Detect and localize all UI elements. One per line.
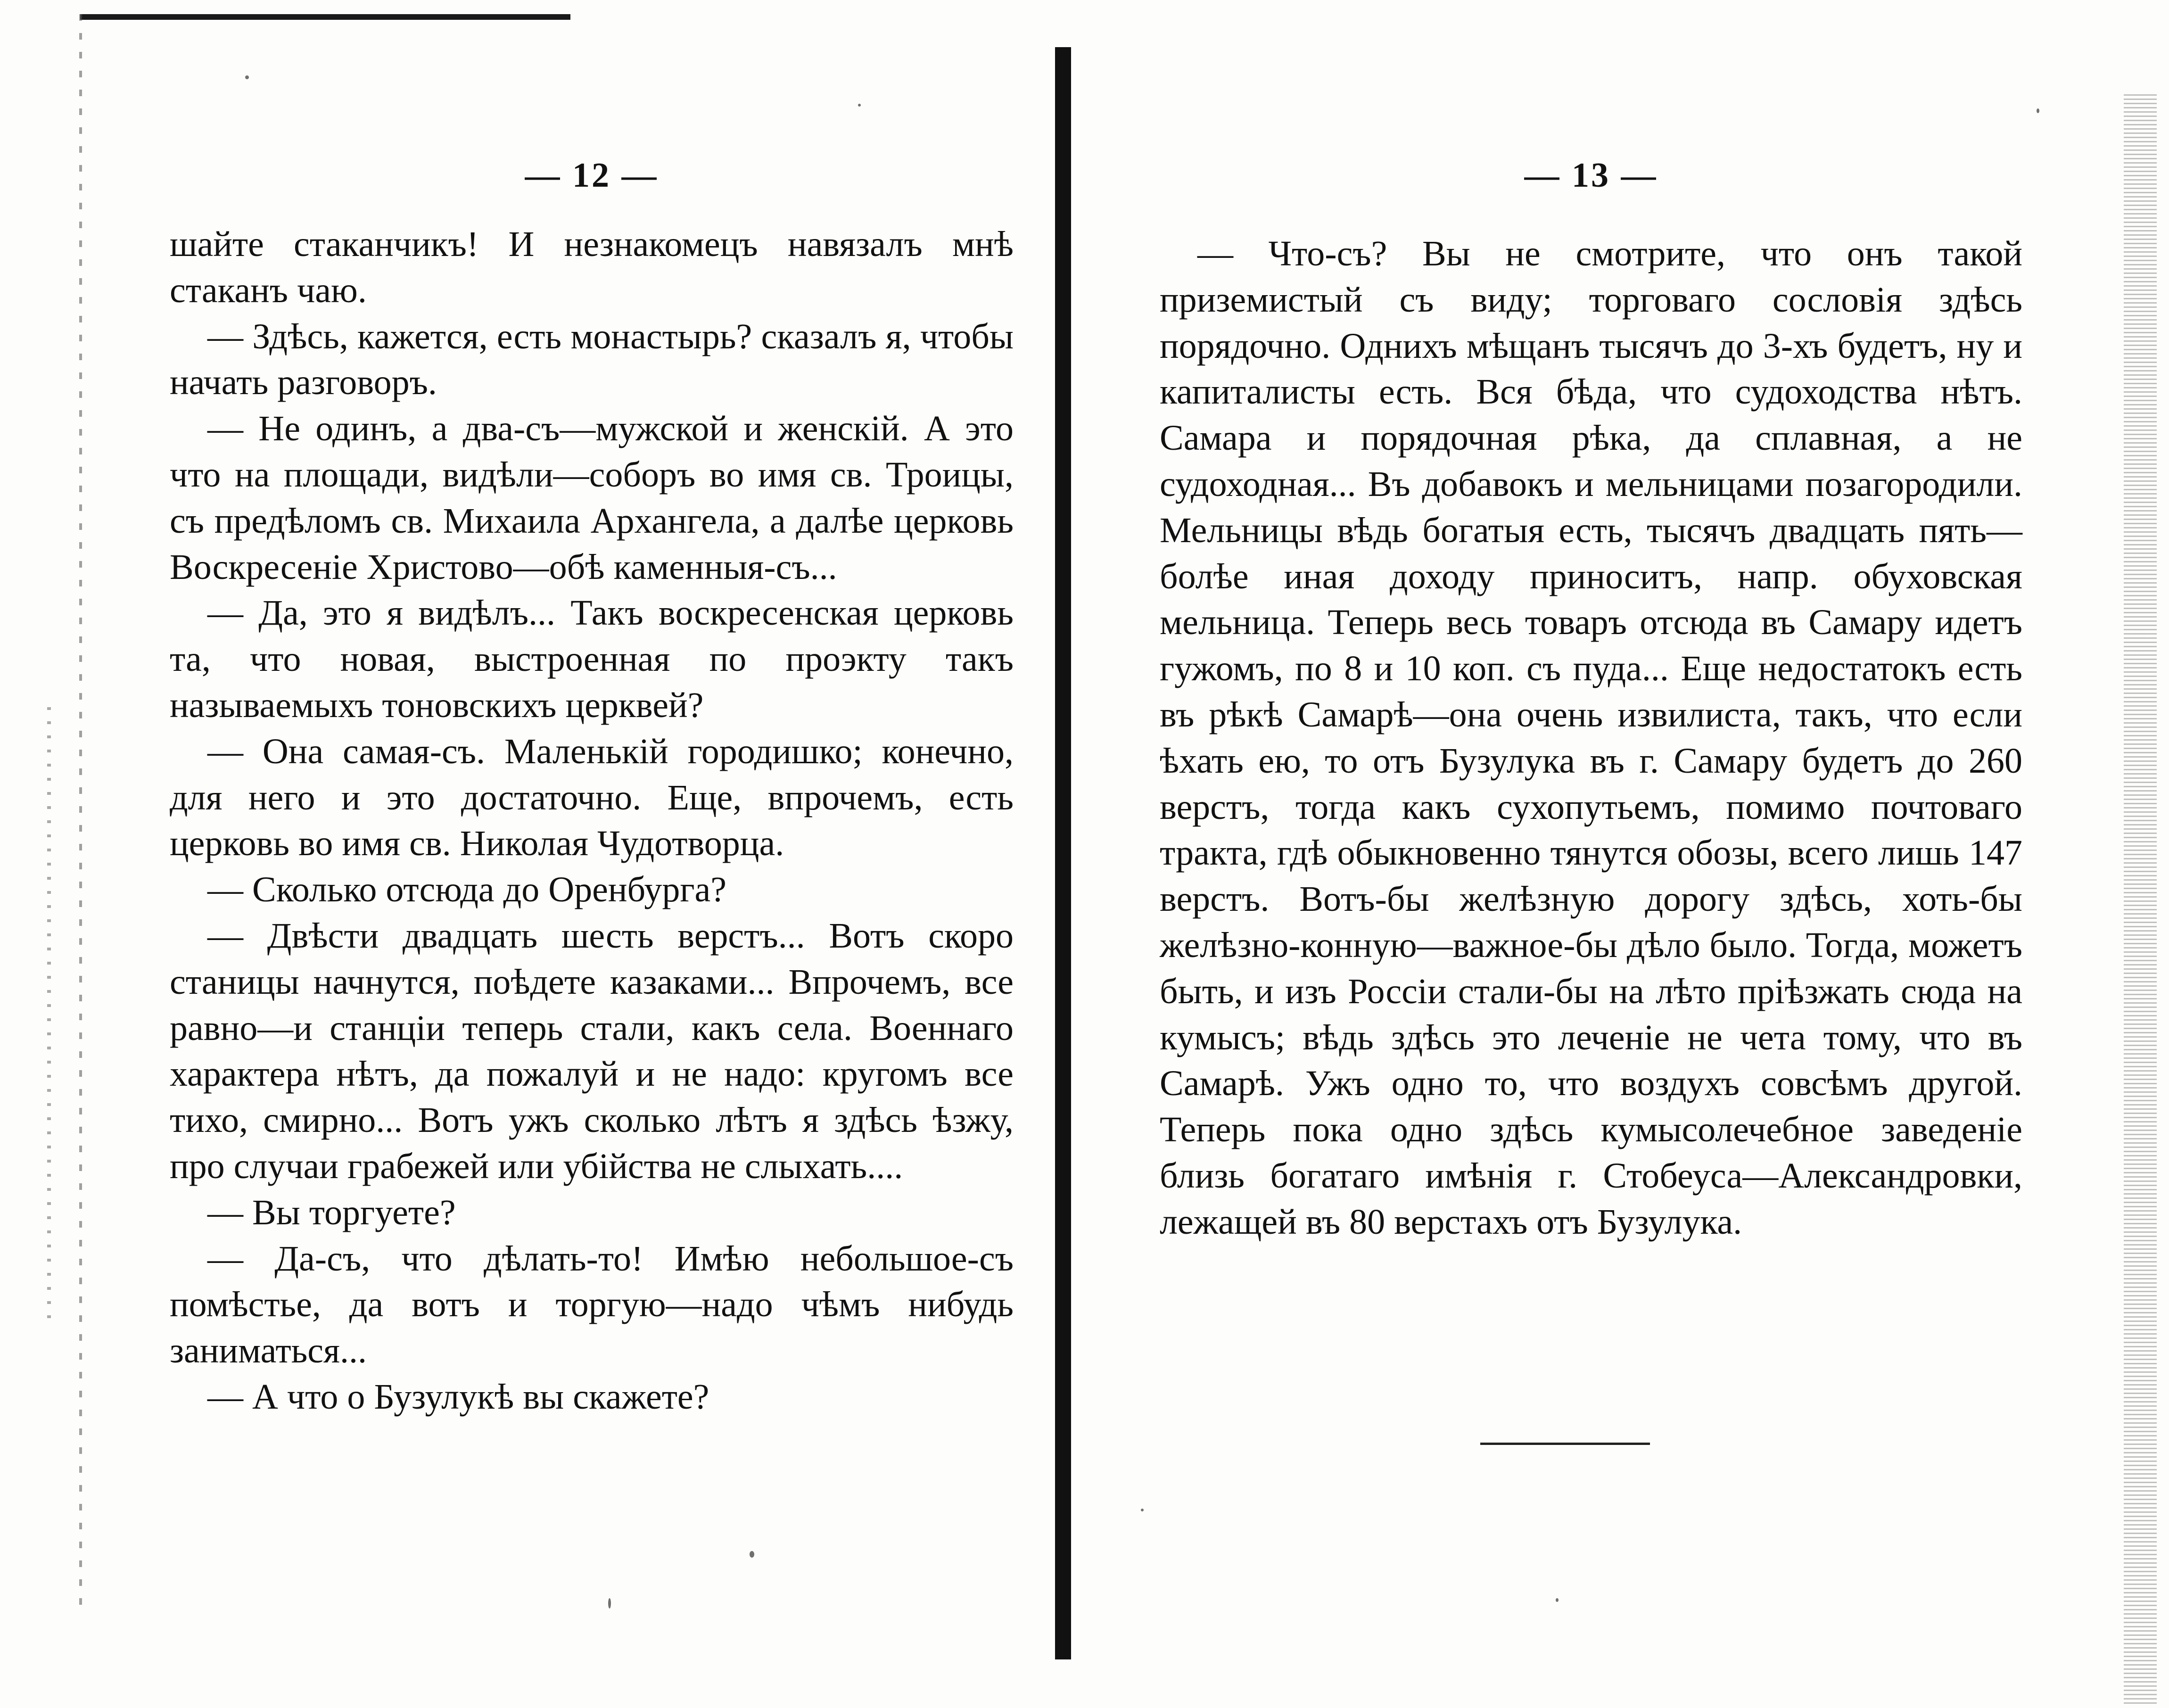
paragraph: — Вы торгуете? [207,1192,456,1232]
scan-speck [245,75,249,79]
scan-speck [1556,1598,1559,1602]
book-gutter [1055,47,1071,1659]
paragraph: — Да, это я видѣлъ... Такъ воскресенская церковь та, что новая, выстроенная по проэкту такъ называемыхъ тоновскихъ церквей? [170,593,1014,725]
paragraph: — Не одинъ, а два-съ—мужской и женскій. А это что на площади, видѣли—соборъ во имя св. Троицы, съ предѣломъ св. Михаила Архангела, а далѣе церковь Воскресеніе Христово—обѣ каменныя-съ... [170,409,1014,587]
scan-top-rule [80,14,570,20]
page-number: — 12 — [525,156,659,195]
paragraph: шайте стаканчикъ! И незнакомецъ навязалъ мнѣ стаканъ чаю. [170,224,1014,310]
chapter-end-rule [1480,1443,1650,1445]
scan-left-margin-noise [47,707,51,1320]
scan-speck [608,1598,611,1609]
scan-left-edge [79,14,82,1612]
scan-speck [858,104,861,107]
paragraph: — Здѣсь, кажется, есть монастырь? сказалъ я, чтобы начать разговоръ. [170,316,1014,403]
scan-right-edge [2124,94,2157,1707]
scan-speck [750,1551,754,1558]
paragraph: — Она самая-съ. Маленькій городишко; конечно, для него и это достаточно. Еще, впрочемъ, есть церковь во имя св. Николая Чудотворца. [170,731,1014,864]
scan-speck [1141,1509,1144,1511]
page-text [170,222,1014,1420]
paragraph: — А что о Бузулукѣ вы скажете? [207,1377,709,1417]
paragraph: — Двѣсти двадцать шесть верстъ... Вотъ скоро станицы начнутся, поѣдете казаками... Впрочемъ, все равно—и станціи теперь стали, какъ села. Военнаго характера нѣтъ, да пожалуй и не надо: кругомъ все тихо, смирно... Вотъ ужъ сколько лѣтъ я здѣсь ѣзжу, про случаи грабежей или убійства не слыхать.... [170,916,1014,1186]
paragraph: — Что-съ? Вы не смотрите, что онъ такой приземистый съ виду; торговаго сословія здѣсь порядочно. Однихъ мѣщанъ тысячъ до 3-хъ будетъ, ну и капиталисты есть. Вся бѣда, что судоходства нѣтъ. Самара и порядочная рѣка, да сплавная, а не судоходная... Въ добавокъ и мельницами позагородили. Мельницы вѣдь богатыя есть, тысячъ двадцать пять—болѣе иная доходу приноситъ, напр. обуховская мельница. Теперь весь товаръ отсюда въ Самару идетъ гужомъ, по 8 и 10 коп. съ пуда... Еще недостатокъ есть въ рѣкѣ Самарѣ—она очень извилиста, такъ, что если ѣхать ею, то отъ Бузулука въ г. Самару будетъ до 260 верстъ, тогда какъ сухопутьемъ, помимо почтоваго тракта, гдѣ обыкновенно тянутся обозы, всего лишь 147 верстъ. Вотъ-бы желѣзную дорогу здѣсь, хоть-бы желѣзно-конную—важное-бы дѣло было. Тогда, можетъ быть, и изъ Россіи стали-бы на лѣто пріѣзжать сюда на кумысъ; вѣдь здѣсь это леченіе не чета тому, что въ Самарѣ. Ужъ одно то, что воздухъ совсѣмъ другой. Теперь пока одно здѣсь кумысолечебное заведеніе близь богатаго имѣнія г. Стобеуса—Александровки, лежащей въ 80 верстахъ отъ Бузулука. [1160,234,2022,1242]
page-text [1160,231,2022,1246]
scan-speck [2037,108,2039,113]
paragraph: — Да-съ, что дѣлать-то! Имѣю небольшое-съ помѣстье, да вотъ и торгую—надо чѣмъ нибудь заниматься... [170,1238,1014,1371]
paragraph: — Сколько отсюда до Оренбурга? [207,870,726,910]
page-number: — 13 — [1524,156,1658,195]
